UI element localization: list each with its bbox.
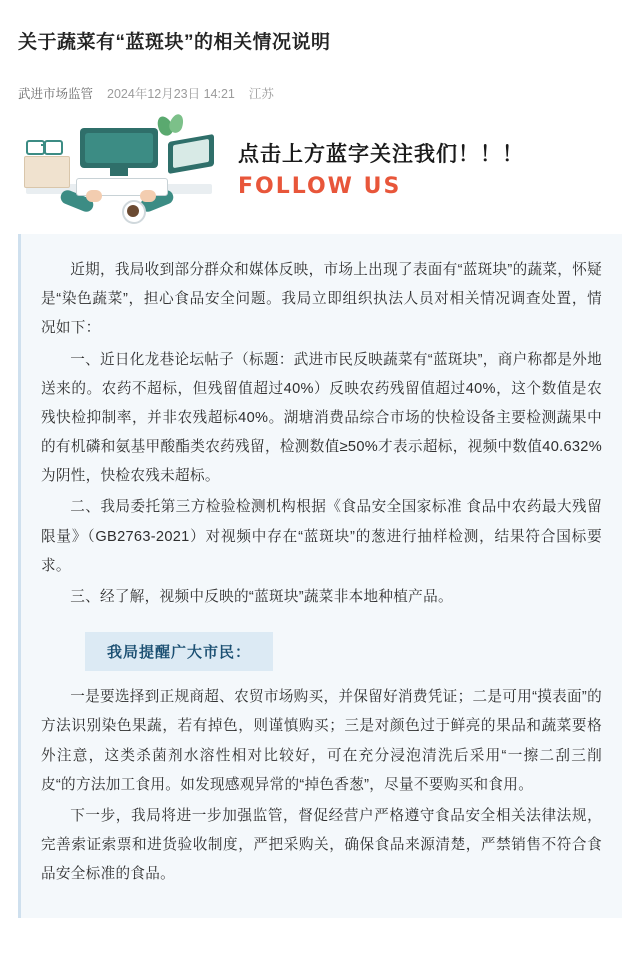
meta-date: 2024年12月23日 14:21 — [107, 86, 235, 101]
notice-heading: 我局提醒广大市民： — [85, 632, 273, 671]
article-page — [0, 13, 640, 954]
desk-workspace-illustration — [18, 112, 228, 222]
article-body — [18, 234, 622, 918]
follow-text-block — [238, 135, 622, 199]
body-paragraph: 一、近日化龙巷论坛帖子（标题：武进市民反映蔬菜有“蓝斑块”，商户称都是外地送来的。农药不超标，但残留值超过40%）反映农药残留值超过40%，这个数值是农残快检抑制率，并非农残超标40%。湖塘消费品综合市场的快检设备主要检测蔬果中的有机磷和氨基甲酸酯类农药残留，检测数值≥50%才表示超标，视频中数值40.632%为阴性，快检农残未超标。 — [41, 351, 602, 485]
notice-wrapper — [41, 614, 602, 683]
meta-region: 江苏 — [248, 86, 274, 101]
article-meta — [0, 70, 640, 102]
follow-banner — [0, 102, 640, 228]
book-icon — [24, 156, 70, 188]
body-paragraph: 二、我局委托第三方检验检测机构根据《食品安全国家标准 食品中农药最大残留限量》（GB2763-2021）对视频中存在“蓝斑块”的葱进行抽样检测，结果符合国标要求。 — [41, 499, 602, 574]
glasses-icon — [26, 140, 45, 155]
body-paragraph: 三、经了解，视频中反映的“蓝斑块”蔬菜非本地种植产品。 — [70, 589, 453, 605]
body-paragraph: 下一步，我局将进一步加强监管，督促经营户严格遵守食品安全相关法律法规，完善索证索票和进货验收制度，严把采购关，确保食品来源清楚，严禁销售不符合食品安全标准的食品。 — [41, 807, 602, 883]
follow-prompt-en: FOLLOW US — [238, 174, 402, 200]
follow-prompt-cn: 点击上方蓝字关注我们！！！ — [238, 142, 524, 166]
body-paragraph: 一是要选择到正规商超、农贸市场购买，并保留好消费凭证；二是可用“摸表面”的方法识别染色果蔬，若有掉色，则谨慎购买；三是对颜色过于鲜亮的果品和蔬菜要格外注意，这类杀菌剂水溶性相对比较好，可在充分浸泡清洗后采用“一擦二刮三削皮“的方法加工食用。如发现感观异常的“掉色香葱”，尽量不要购买和食用。 — [41, 689, 602, 793]
meta-source: 武进市场监管 — [18, 86, 94, 101]
body-paragraph: 近期，我局收到部分群众和媒体反映，市场上出现了表面有“蓝斑块”的蔬菜，怀疑是“染色蔬菜”，担心食品安全问题。我局立即组织执法人员对相关情况调查处置，情况如下： — [41, 261, 602, 337]
page-title: 关于蔬菜有“蓝斑块”的相关情况说明 — [18, 31, 331, 53]
